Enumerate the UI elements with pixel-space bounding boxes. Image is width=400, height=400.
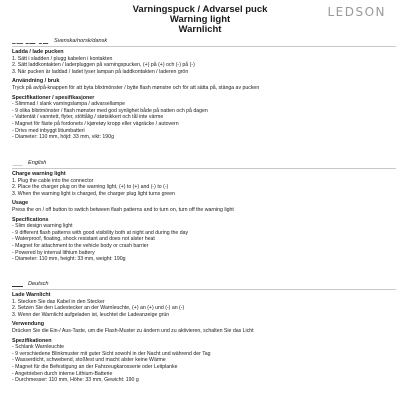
spec-item: - Magnet für die Befestigung an der Fahrzeugkarosserie oder Leitplanke [12,363,178,370]
spec-item: - Schlank Warnleuchte [12,344,64,351]
section-divider [12,46,396,47]
language-label: English [28,159,47,166]
language-row-german [12,279,396,288]
spec-item: - 9 olika blixtmönster / flash mønster med god synlighet både på natten och på dagen [12,107,208,114]
spec-item: - Angetrieben durch interne Lithium-Batterie [12,370,113,377]
charge-step: 3. When the warning light is charged, the charger plug light turns green [12,190,175,197]
germany-flag-icon [12,280,23,287]
sweden-flag-icon [12,37,23,44]
spec-item: - Slim design warning light [12,223,73,230]
spec-item: - Wasserdicht, schwebend, stoßfest und macht alster keine Wärme [12,357,166,364]
spec-item: - Magnet for attachment to the vehicle body or crash barrier [12,242,149,249]
charge-heading: Ladda / lade pucken [12,49,64,55]
title-line-3: Warnlicht [178,24,222,35]
charge-step: 2. Place the charger plug on the warning light, (+) to (+) and (-) to (-) [12,184,169,191]
usage-text: Tryck på av/på-knappen för att byta blixtmönster / bytte flash mønstre och för att sätta på, stänga av pucken [12,84,260,91]
title-line-1: Varningspuck / Advarsel puck [132,4,268,15]
title-line-2: Warning light [169,14,231,25]
spec-item: - 9 verschiedene Blinkmuster mit guter Sicht sowohl in der Nacht und während der Tag [12,350,211,357]
spec-item: - Waterproof, floating, shock resistant and does not alster heat [12,236,155,243]
language-row-scandinavian [12,36,396,45]
spec-item: - Durchmesser: 110 mm, Höhe: 33 mm, Gewicht: 190 g [12,377,139,384]
spec-item: - Vattentät / vanntett, flyter, stöttålig / støtsikkert och tål inte värme [12,114,164,121]
spec-item: - Slimmad / slank varningslampa / advarsellampe [12,101,126,108]
spec-item: - Drivs med inbyggt litiumbatteri [12,127,85,134]
charge-step: 1. Plug the cable into the connector [12,177,94,184]
section-divider [12,289,396,290]
section-scandinavian [12,36,396,141]
usage-heading: Användning / bruk [12,78,60,85]
spec-heading: Spezifikationen [12,337,52,344]
language-row-english [12,158,396,167]
charge-step: 2. Sätt laddkontakten / laderpluggen på varningspucken, (+) på (+) och (-) på (-) [12,62,195,69]
spec-item: - Diameter: 110 mm, height: 33 mm, weight: 190g [12,256,126,263]
charge-step: 3. Wenn der Warnlicht aufgeladen ist, leuchtet die Ladeanzeige grün [12,311,170,318]
language-label: Svenska/norsk/dansk [54,37,108,44]
charge-step: 1. Stecken Sie das Kabel in den Stecker [12,298,105,305]
usage-text: Drücken Sie die Ein-/ Aus-Taste, um die Flash-Muster zu ändern und zu aktivieren, schalten Sie das Licht [12,327,254,334]
usage-heading: Usage [12,200,29,207]
spec-item: - 9 different flash patterns with good visibility both at night and during the day [12,229,189,236]
charge-step: 3. När pucken är laddad / ladet lyser lampan på laddkontakten / laderen grön [12,68,189,75]
usage-heading: Verwendung [12,321,45,328]
charge-step: 2. Setzen Sie den Ladestecker an der Warnleuchte, (+) an (+) und (-) an (-) [12,305,185,312]
spec-heading: Specifikationer / spesifikasjoner [12,94,95,101]
spec-item: - Magnet för fäste på fordonets / kjøretøy kropp eller vägräcke / autovern [12,120,179,127]
section-english [12,158,396,263]
section-divider [12,168,396,169]
norway-flag-icon [25,37,36,44]
charge-heading: Charge warning light [12,171,66,177]
uk-flag-icon [12,159,23,166]
section-german [12,279,396,384]
denmark-flag-icon [38,37,49,44]
ledson-logo: LEDSON [327,5,386,19]
spec-heading: Specifications [12,216,49,223]
usage-text: Press the on / off button to switch between flash patterns and to turn on, turn off the warning light [12,206,234,213]
language-label: Deutsch [28,280,49,287]
charge-heading: Lade Warnlicht [12,292,51,298]
charge-step: 1. Sätt i sladden / plugg kabelen i kontakten [12,55,113,62]
spec-item: - Diameter: 110 mm, höjd: 33 mm, vikt: 190g [12,134,114,141]
spec-item: - Powered by internal lithium battery [12,249,95,256]
